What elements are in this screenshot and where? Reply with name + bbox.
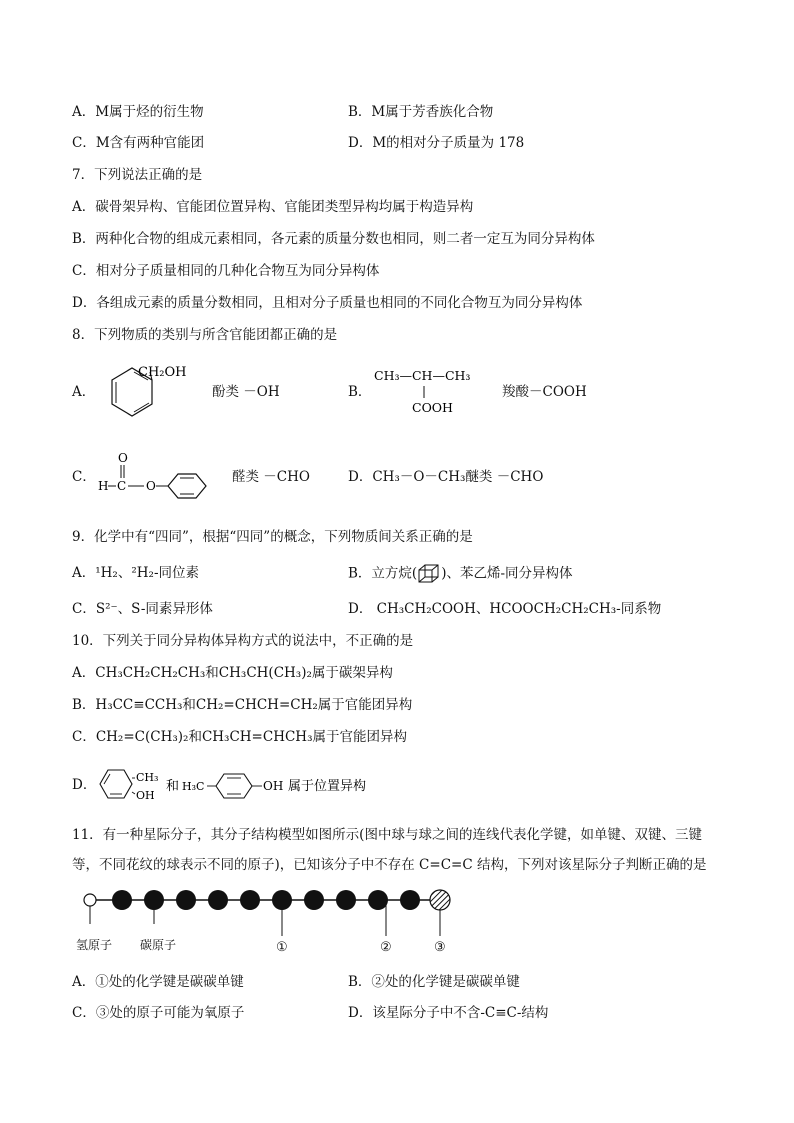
q9-stem: 9．化学中有“四同”，根据“四同”的概念，下列物质间关系正确的是 (72, 529, 473, 545)
carbon-atom (400, 890, 420, 910)
mark-1: ① (276, 940, 288, 955)
q8-c-h: H (98, 479, 109, 493)
q11-stem-line2: 等，不同花纹的球表示不同的原子)，已知该分子中不存在 C=C=C 结构，下列对该星际分子判断正确的是 (72, 857, 707, 873)
q10-d-oh2: OH (263, 779, 284, 793)
q9-option-d: D． CH₃CH₂COOH、HCOOCH₂CH₂CH₃-同系物 (348, 601, 662, 617)
q9-option-b (348, 564, 573, 584)
q9-b-pre: B．立方烷( (348, 565, 418, 582)
carbon-atom (208, 890, 228, 910)
q10-option-c: C．CH₂=C(CH₃)₂和CH₃CH=CHCH₃属于官能团异构 (72, 729, 407, 745)
cresol-isomers-structure (94, 760, 424, 808)
carbon-atom (304, 890, 324, 910)
q8-b-bottom: COOH (412, 400, 453, 415)
q11-option-a: A．①处的化学键是碳碳单键 (72, 974, 244, 990)
carbon-atom (144, 890, 164, 910)
q10-d-oh: OH (136, 789, 155, 802)
q7-option-c: C．相对分子质量相同的几种化合物互为同分异构体 (72, 263, 380, 279)
q7-stem: 7．下列说法正确的是 (72, 167, 203, 183)
benzyl-alcohol-structure (92, 358, 202, 428)
q10-stem: 10．下列关于同分异构体异构方式的说法中，不正确的是 (72, 633, 414, 649)
cubane-structure (417, 564, 441, 584)
q8-option-b-class: 羧酸－COOH (502, 384, 587, 400)
mark-2: ② (380, 940, 392, 955)
q8-option-d: D．CH₃－O－CH₃醚类 －CHO (348, 469, 544, 485)
q8-c-o: O (118, 451, 128, 465)
hydrogen-atom (84, 894, 96, 906)
q8-option-c-label: C． (72, 469, 96, 485)
q10-d-h3c: H₃C (182, 780, 205, 793)
q6-option-d: D．M的相对分子质量为 178 (348, 135, 525, 151)
phenyl-formate-structure (96, 448, 220, 500)
carbon-atom (240, 890, 260, 910)
q10-d-post: 属于位置异构 (288, 779, 367, 794)
q8-c-c: C (117, 479, 127, 493)
label-hydrogen: 氢原子 (76, 938, 113, 952)
q11-option-b: B．②处的化学键是碳碳单键 (348, 974, 520, 990)
q11-option-c: C．③处的原子可能为氧原子 (72, 1005, 245, 1021)
q10-option-a: A．CH₃CH₂CH₂CH₃和CH₃CH(CH₃)₂属于碳架异构 (72, 665, 393, 681)
q10-option-b: B．H₃CC≡CCH₃和CH₂=CHCH=CH₂属于官能团异构 (72, 697, 413, 713)
q9-option-a: A．¹H₂、²H₂-同位素 (72, 565, 200, 581)
interstellar-molecule-model (74, 884, 454, 960)
q8-b-top: CH₃—CH—CH₃ (374, 368, 471, 383)
q8-option-c-class: 醛类 －CHO (232, 469, 310, 485)
q6-option-b: B．M属于芳香族化合物 (348, 104, 494, 120)
q8-stem: 8．下列物质的类别与所含官能团都正确的是 (72, 327, 338, 343)
mark-3: ③ (434, 940, 446, 955)
carbon-atom (336, 890, 356, 910)
isobutyric-acid-structure (370, 362, 500, 418)
q8-option-b-label: B． (348, 384, 372, 400)
q10-option-d-label: D． (72, 777, 97, 793)
q7-option-d: D．各组成元素的质量分数相同，且相对分子质量也相同的不同化合物互为同分异构体 (72, 295, 583, 311)
q8-option-a-label: A． (72, 384, 96, 400)
carbon-atom (112, 890, 132, 910)
q6-option-a: A．M属于烃的衍生物 (72, 104, 204, 120)
q9-option-c: C．S²⁻、S-同素异形体 (72, 601, 213, 617)
label-carbon: 碳原子 (140, 938, 177, 952)
q8-a-group: CH₂OH (138, 365, 187, 380)
q10-d-and: 和 (166, 779, 180, 794)
q6-option-c: C．M含有两种官能团 (72, 135, 205, 151)
q11-stem-line1: 11．有一种星际分子，其分子结构模型如图所示(图中球与球之间的连线代表化学键，如单键、双键、三键 (72, 827, 702, 843)
unknown-atom-3 (430, 890, 450, 910)
carbon-atom (176, 890, 196, 910)
q10-d-ch3: CH₃ (136, 771, 159, 784)
q7-option-b: B．两种化合物的组成元素相同，各元素的质量分数也相同，则二者一定互为同分异构体 (72, 231, 595, 247)
q8-c-o2: O (146, 479, 156, 493)
q11-option-d: D．该星际分子中不含-C≡C-结构 (348, 1005, 549, 1021)
carbon-atom (368, 890, 388, 910)
q9-b-post: )、苯乙烯-同分异构体 (441, 565, 573, 582)
q8-option-a-class: 酚类 －OH (212, 384, 280, 400)
q7-option-a: A．碳骨架异构、官能团位置异构、官能团类型异构均属于构造异构 (72, 199, 474, 215)
